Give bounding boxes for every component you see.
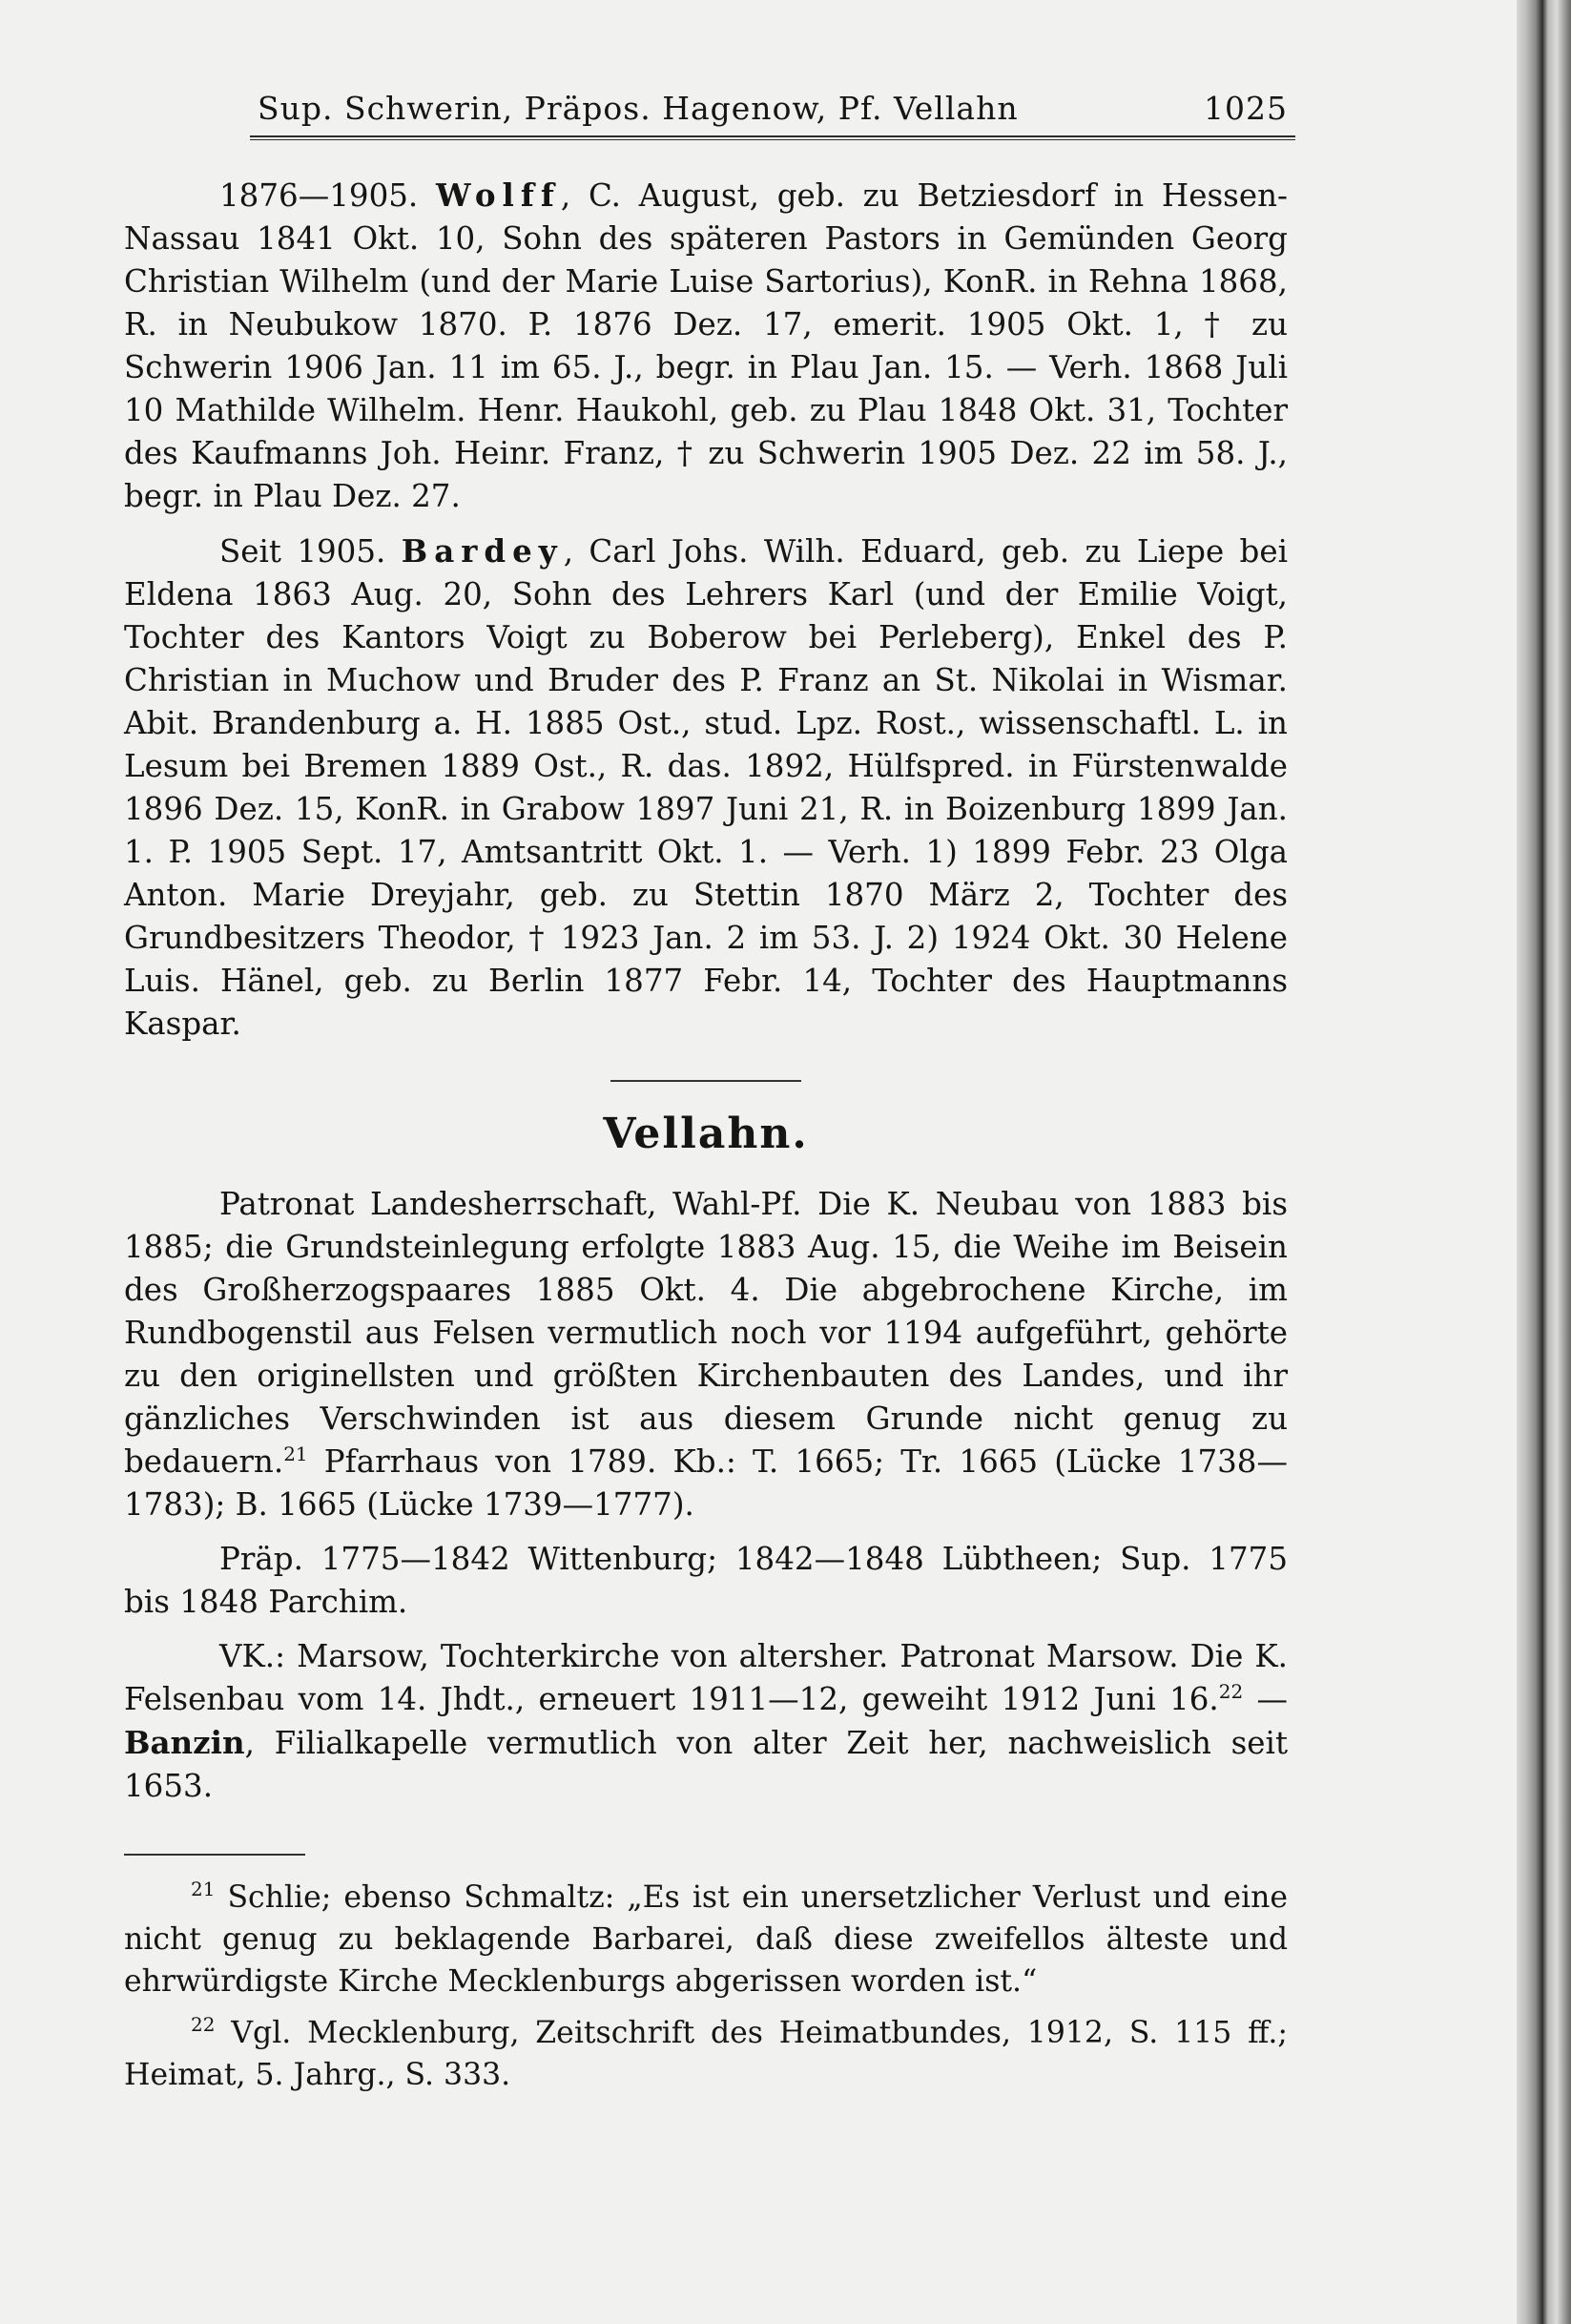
entry-text: , Carl Johs. Wilh. Eduard, geb. zu Liepe bei Eldena 1863 Aug. 20, Sohn des Lehrers Karl (und der Emilie Voigt, Tochter des Kantors Voigt zu Boberow bei Perleberg), Enkel des P. Christian in Muchow und Bruder des P. Franz an St. Nikolai in Wismar. Abit. Brandenburg a. H. 1885 Ost., stud. Lpz. Rost., wissenschaftl. L. in Lesum bei Bremen 1889 Ost., R. das. 1892, Hülfspred. in Fürstenwalde 1896 Dez. 15, KonR. in Grabow 1897 Juni 21, R. in Boizenburg 1899 Jan. 1. P. 1905 Sept. 17, Amtsantritt Okt. 1. — Verh. 1) 1899 Febr. 23 Olga Anton. Marie Dreyjahr, geb. zu Stettin 1870 März 2, Tochter des Grundbesitzers Theodor, † 1923 Jan. 2 im 53. J. 2) 1924 Okt. 30 Helene Luis. Hänel, geb. zu Berlin 1877 Febr. 14, Tochter des Hauptmanns Kaspar. [124, 533, 1288, 1042]
pastor-entry-wolff [124, 174, 1288, 518]
patronat-text: Patronat Landesherrschaft, Wahl-Pf. Die K. Neubau von 1883 bis 1885; die Grundsteinlegung erfolgte 1883 Aug. 15, die Weihe im Beisein des Großherzogspaares 1885 Okt. 4. Die abgebrochene Kirche, im Rundbogenstil aus Felsen vermutlich noch vor 1194 aufgeführt, gehörte zu den originellsten und größten Kirchenbauten des Landes, und ihr gänzliches Verschwinden ist aus diesem Grunde nicht genug zu bedauern. [124, 1186, 1288, 1480]
section-title: Vellahn. [603, 1110, 809, 1158]
footnote-ref[interactable]: 22 [1218, 1680, 1244, 1703]
running-title: Sup. Schwerin, Präpos. Hagenow, Pf. Vellahn [258, 90, 1019, 127]
footnote-number: 22 [191, 2013, 216, 2036]
footnote-text: Vgl. Mecklenburg, Zeitschrift des Heimatbundes, 1912, S. 115 ff.; Heimat, 5. Jahrg., S. 333. [124, 2016, 1288, 2092]
pastor-entry-bardey [124, 529, 1288, 1046]
vk-paragraph [124, 1635, 1288, 1808]
entry-dates: Seit 1905. [219, 533, 386, 570]
entry-text: , C. August, geb. zu Betziesdorf in Hessen-Nassau 1841 Okt. 10, Sohn des späteren Pastors in Gemünden Georg Christian Wilhelm (und der Marie Luise Sartorius), KonR. in Rehna 1868, R. in Neubukow 1870. P. 1876 Dez. 17, emerit. 1905 Okt. 1, † zu Schwerin 1906 Jan. 11 im 65. J., begr. in Plau Jan. 15. — Verh. 1868 Juli 10 Mathilde Wilhelm. Henr. Haukohl, geb. zu Plau 1848 Okt. 31, Tochter des Kaufmanns Joh. Heinr. Franz, † zu Schwerin 1905 Dez. 22 im 58. J., begr. in Plau Dez. 27. [124, 177, 1288, 514]
footnote-text: Schlie; ebenso Schmaltz: „Es ist ein unersetzlicher Verlust und eine nicht genug zu beklagende Barbarei, daß diese zweifellos älteste und ehrwürdigste Kirche Mecklenburgs abgerissen worden ist.“ [124, 1880, 1288, 1999]
patronat-paragraph [124, 1183, 1288, 1526]
patronat-tail: Pfarrhaus von 1789. Kb.: T. 1665; Tr. 1665 (Lücke 1738—1783); B. 1665 (Lücke 1739—1777). [124, 1443, 1288, 1523]
entry-dates: 1876—1905. [219, 177, 419, 214]
footnote-rule [124, 1854, 305, 1856]
footnote-21 [124, 1877, 1288, 2002]
footnote-ref[interactable]: 21 [283, 1442, 308, 1465]
section-divider [610, 1080, 801, 1082]
page-body [124, 174, 1288, 2106]
entry-name: Wolff [436, 176, 561, 214]
vk-text: VK.: Marsow, Tochterkirche von altersher. Patronat Marsow. Die K. Felsenbau vom 14. Jhdt., erneuert 1911—12, geweiht 1912 Juni 16. [124, 1638, 1288, 1717]
footnote-22 [124, 2012, 1288, 2096]
entry-name: Bardey [401, 532, 564, 570]
footnote-number: 21 [191, 1878, 216, 1900]
vk-tail: , Filialkapelle vermutlich von alter Zeit her, nachweislich seit 1653. [124, 1725, 1288, 1804]
vk-dash: — [1243, 1681, 1288, 1717]
praepositur-paragraph: Präp. 1775—1842 Wittenburg; 1842—1848 Lübtheen; Sup. 1775 bis 1848 Parchim. [124, 1541, 1288, 1620]
page-number: 1025 [1204, 90, 1288, 127]
book-spine-edge [1517, 0, 1571, 2324]
vk-chapel-name: Banzin [124, 1724, 245, 1761]
header-rule [250, 135, 1295, 140]
running-head [258, 90, 1288, 132]
